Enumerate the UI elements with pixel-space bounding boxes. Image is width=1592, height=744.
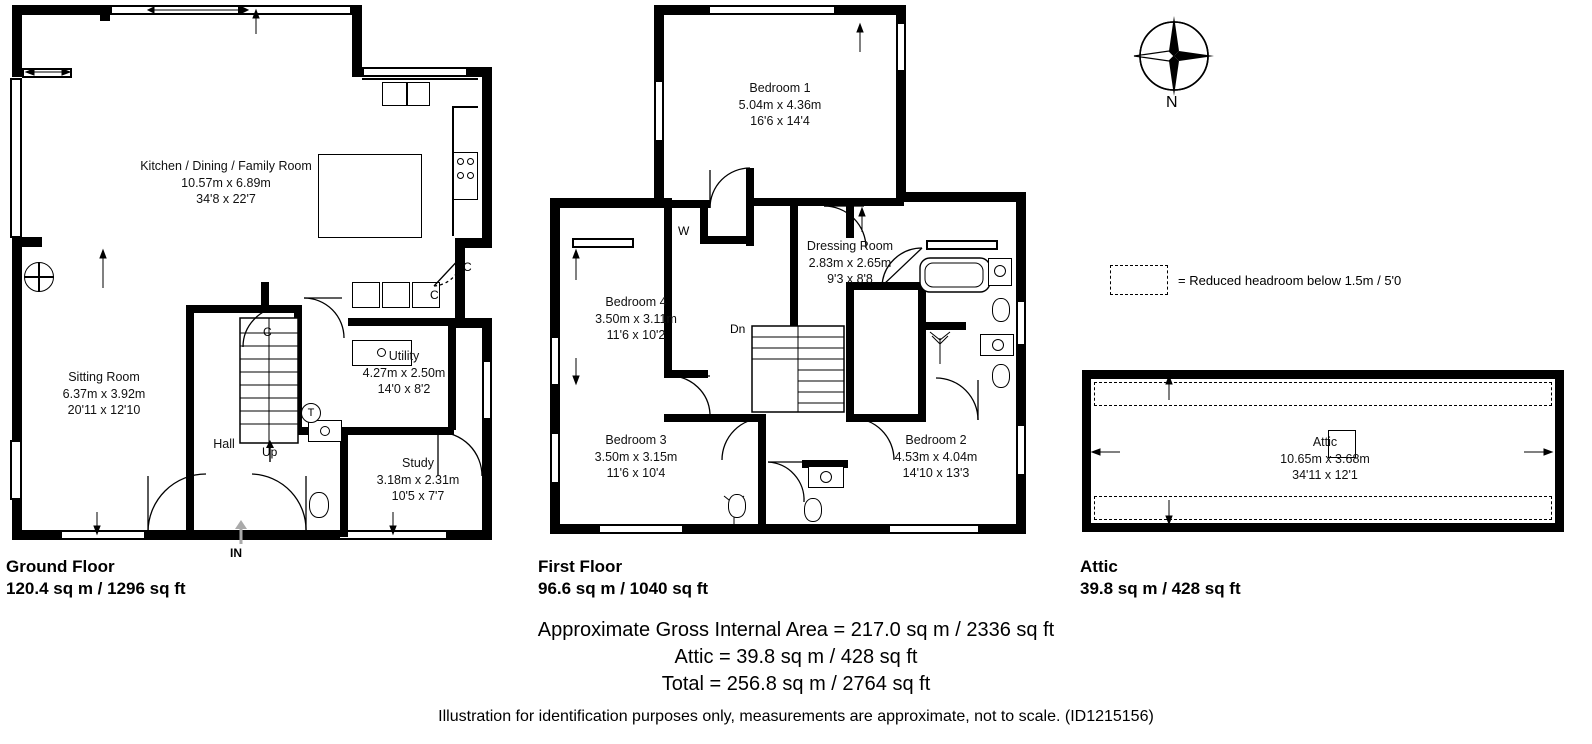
attic-title: Attic: [1080, 557, 1118, 576]
stairs-down-label: Dn: [730, 322, 746, 336]
room-imperial: 9'3 x 8'8: [827, 272, 873, 286]
room-imperial: 14'0 x 8'2: [377, 382, 431, 396]
room-label-bedroom-1: [702, 80, 858, 130]
ground-floor-area: 120.4 sq m / 1296 sq ft: [6, 579, 186, 598]
first-floor-title: First Floor: [538, 557, 623, 576]
room-imperial: 34'11 x 12'1: [1292, 468, 1358, 482]
room-label-hall: Hall: [213, 437, 235, 451]
room-metric: 3.18m x 2.31m: [376, 472, 460, 487]
room-metric: 2.83m x 2.65m: [808, 255, 892, 270]
room-name: Attic: [1312, 435, 1338, 449]
room-metric: 10.57m x 6.89m: [181, 175, 271, 190]
compass-north-label: N: [1166, 94, 1178, 111]
legend-swatch-reduced-headroom: [1110, 265, 1168, 295]
room-imperial: 11'6 x 10'4: [606, 466, 666, 480]
compass: [1128, 14, 1224, 124]
cupboard-marker-c2: C: [430, 288, 439, 302]
room-metric: 4.27m x 2.50m: [362, 365, 446, 380]
attic-area: 39.8 sq m / 428 sq ft: [1080, 579, 1241, 598]
room-metric: 4.53m x 4.04m: [894, 449, 978, 464]
room-metric: 3.50m x 3.11m: [595, 311, 677, 326]
room-label-study: [352, 455, 484, 505]
legend-label-reduced-headroom: = Reduced headroom below 1.5m / 5'0: [1178, 273, 1402, 288]
attic-area-line: Attic = 39.8 sq m / 428 sq ft: [674, 646, 918, 668]
cupboard-marker-c3: C: [263, 325, 272, 339]
room-metric: 5.04m x 4.36m: [738, 97, 822, 112]
room-name: Sitting Room: [68, 370, 140, 384]
room-label-kitchen: [60, 158, 392, 208]
room-name: Study: [402, 456, 434, 470]
cupboard-marker-c1: C: [463, 260, 472, 274]
room-label-bedroom-3: [562, 432, 710, 482]
room-name: Utility: [388, 349, 420, 363]
room-name: Dressing Room: [806, 239, 894, 253]
first-floor-area: 96.6 sq m / 1040 sq ft: [538, 579, 709, 598]
room-label-attic: [1230, 434, 1420, 484]
gross-internal-area-line: Approximate Gross Internal Area = 217.0 sq m / 2336 sq ft: [537, 619, 1055, 641]
compass-rose-icon: [1128, 14, 1220, 98]
stairs-up-label: Up: [262, 445, 278, 459]
first-floor-plan: [540, 0, 1050, 560]
room-label-dressing-room: [760, 238, 940, 288]
room-label-bedroom-4: [562, 294, 710, 344]
room-imperial: 16'6 x 14'4: [750, 114, 810, 128]
room-imperial: 10'5 x 7'7: [391, 489, 445, 503]
room-name: Kitchen / Dining / Family Room: [140, 159, 312, 173]
ground-floor-plan: [0, 0, 520, 560]
tank-marker: T: [301, 403, 321, 423]
room-name: Bedroom 4: [605, 295, 667, 309]
room-imperial: 14'10 x 13'3: [902, 466, 970, 480]
ground-floor-title: Ground Floor: [6, 557, 115, 576]
room-metric: 10.65m x 3.68m: [1280, 451, 1370, 466]
room-metric: 6.37m x 3.92m: [62, 386, 146, 401]
room-name: Bedroom 2: [905, 433, 967, 447]
room-label-bedroom-2: [856, 432, 1016, 482]
room-imperial: 34'8 x 22'7: [196, 192, 256, 206]
entrance-label: IN: [230, 546, 242, 560]
room-label-utility: [330, 348, 478, 398]
legend: [1110, 265, 1510, 305]
total-area-line: Total = 256.8 sq m / 2764 sq ft: [661, 673, 931, 695]
room-name: Bedroom 1: [749, 81, 811, 95]
room-imperial: 20'11 x 12'10: [67, 403, 141, 417]
room-label-sitting: [18, 369, 190, 419]
room-metric: 3.50m x 3.15m: [594, 449, 678, 464]
wardrobe-marker: W: [678, 224, 690, 238]
disclaimer-line: Illustration for identification purposes only, measurements are approximate, not to scale. (ID1215156): [438, 708, 1154, 725]
room-name: Bedroom 3: [605, 433, 667, 447]
room-imperial: 11'6 x 10'2: [606, 328, 666, 342]
